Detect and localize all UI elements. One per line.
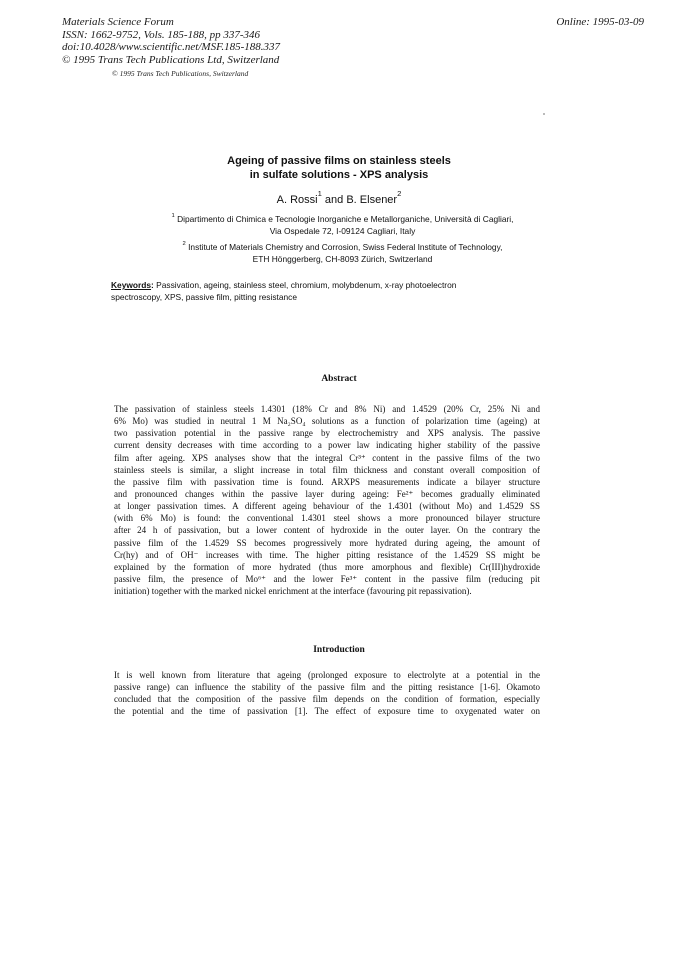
introduction-line: concluded that the composition of the passive film depends on the condition of formation, especially [114,694,540,705]
keywords-line-2: spectroscopy, XPS, passive film, pitting resistance [111,291,298,302]
abstract-heading: Abstract [321,374,357,384]
abstract-line: the passive film with passivation time is found. ARXPS measurements indicate a bilayer structure [114,476,540,487]
abstract-line: at longer passivation times. A different ageing behaviour of the 1.4301 (without Mo) and 1.4529 SS [114,501,540,512]
affiliation-2-mark: 2 [182,240,186,247]
issn-line: ISSN: 1662-9752, Vols. 185-188, pp 337-346 [62,28,260,41]
abstract-line: 6% Mo) was studied in neutral 1 M Na₂SO₄ solutions as a function of polarization time (ageing) at [114,416,540,427]
author-conjunction: and [321,194,347,206]
abstract-line: current density decreases with time according to a power law indicating higher stability of the passive [114,440,540,451]
online-date: Online: 1995-03-09 [556,16,644,28]
abstract-body [114,403,540,597]
introduction-body [114,669,540,718]
abstract-line: after 24 h of passivation, but a lower content of hydroxide in the outer layer. On the contrary the [114,525,540,536]
abstract-line: and pronounced changes within the passive layer during ageing: Fe²⁺ becomes gradually eliminated [114,488,540,499]
author-rossi-affil-mark: 1 [317,189,322,199]
keywords-label: Keywords [111,280,152,290]
keywords-block [111,280,551,303]
abstract-line: The passivation of stainless steels 1.4301 (18% Cr and 8% Ni) and 1.4529 (20% Cr, 25% Ni and [114,404,540,414]
abstract-line: passive film, the presence of Mo⁶⁺ and the lower Fe³⁺ content in the passive film (reducing pit [114,573,540,584]
affiliation-1-line-1: Dipartimento di Chimica e Tecnologie Inorganiche e Metallorganiche, Università di Cagliari, [177,214,514,224]
abstract-line: (with 6% Mo) is found: the conventional 1.4301 steel shows a more pronounced bilayer structure [114,513,540,524]
author-elsener: B. Elsener [346,194,398,206]
scan-speck [543,113,545,115]
abstract-line: film after ageing. XPS analyses show that the integral Cr³⁺ content in the passive films of the two [114,452,540,463]
abstract-line: explained by the formation of more hydrated (thus more amorphous and flexible) Cr(III)hydroxide [114,561,540,572]
title-line-2: in sulfate solutions - XPS analysis [249,168,429,181]
author-rossi: A. Rossi [276,194,318,206]
author-line [0,189,678,206]
affiliation-1-mark: 1 [171,212,175,219]
affiliation-2-line-2: ETH Hönggerberg, CH-8093 Zürich, Switzerland [252,253,433,264]
abstract-line: Cr(hy) and of OH⁻ increases with time. The higher pitting resistance of the 1.4529 SS might be [114,549,540,560]
introduction-line: passive range) can influence the stability of the passive film and the pitting resistance [1-6]. Okamoto [114,682,540,693]
abstract-line: stainless steels is similar, a slight increase in total film thickness and constant overall composition of [114,464,540,475]
citation-header [62,16,280,66]
abstract-line: two passivation potential in the passive range by electrochemistry and XPS analysis. The passive [114,428,540,439]
doi-link[interactable]: doi:10.4028/www.scientific.net/MSF.185-188.337 [62,41,281,53]
introduction-line: It is well known from literature that ageing (prolonged exposure to electrolyte at a potential in the [114,670,540,680]
introduction-line: the potential and the time of passivation [1]. The effect of exposure time to oxygenated water on [114,706,540,717]
publisher-note: © 1995 Trans Tech Publications, Switzerland [112,69,249,78]
abstract-line: passive film of the 1.4529 SS becomes progressively more hydrated during ageing, the amount of [114,537,540,548]
title-line-1: Ageing of passive films on stainless steels [227,155,451,167]
copyright-line: © 1995 Trans Tech Publications Ltd, Switzerland [62,53,280,66]
affiliation-2 [80,242,605,265]
abstract-line: initiation) together with the marked nickel enrichment at the interface (favouring pit repassivation). [114,586,472,597]
author-elsener-affil-mark: 2 [397,189,402,199]
keywords-colon: : [151,280,154,290]
affiliation-1-line-2: Via Ospedale 72, I-09124 Cagliari, Italy [269,225,416,236]
introduction-heading: Introduction [313,645,365,655]
paper-title [0,155,678,182]
affiliation-2-line-1: Institute of Materials Chemistry and Corrosion, Swiss Federal Institute of Technology, [188,242,503,252]
journal-name: Materials Science Forum [62,16,174,28]
affiliation-1 [80,214,605,237]
keywords-line-1: Passivation, ageing, stainless steel, chromium, molybdenum, x-ray photoelectron [156,280,457,290]
